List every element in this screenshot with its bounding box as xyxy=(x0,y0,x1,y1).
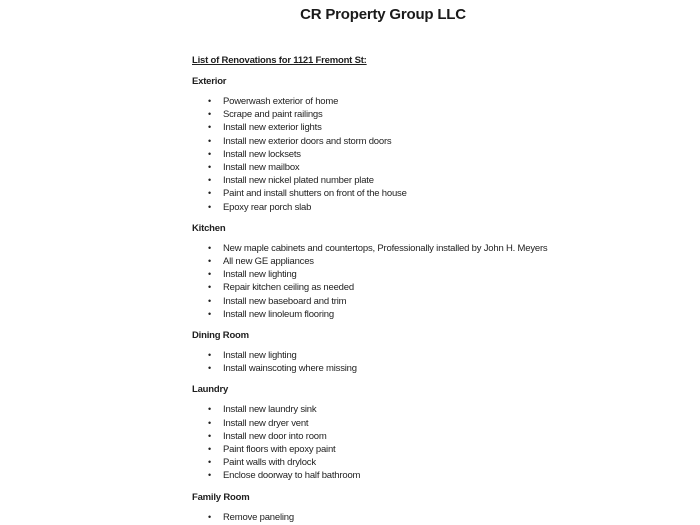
section-heading: Dining Room xyxy=(192,330,249,342)
list-item xyxy=(192,95,672,108)
list-item xyxy=(192,135,672,148)
bullet-icon: • xyxy=(208,96,211,106)
section-list xyxy=(192,95,672,214)
bullet-icon: • xyxy=(208,256,211,267)
section-family-room xyxy=(192,491,672,524)
bullet-icon: • xyxy=(208,109,211,120)
list-item xyxy=(192,469,672,482)
list-item xyxy=(192,511,672,524)
list-item-text: Install new locksets xyxy=(223,148,301,160)
list-item-text: Epoxy rear porch slab xyxy=(223,201,312,213)
list-item-text: Install wainscoting where missing xyxy=(223,363,357,375)
list-item-text: Install new lighting xyxy=(223,269,297,281)
bullet-icon: • xyxy=(208,188,211,199)
bullet-icon: • xyxy=(208,308,211,319)
bullet-icon: • xyxy=(208,148,211,159)
list-item-text: Install new exterior lights xyxy=(223,122,322,134)
list-item xyxy=(192,161,672,174)
section-heading: Exterior xyxy=(192,76,227,87)
list-item xyxy=(192,362,672,375)
list-item-text: Paint walls with drylock xyxy=(223,457,316,469)
list-item xyxy=(192,417,672,430)
bullet-icon: • xyxy=(208,295,211,306)
list-item xyxy=(192,187,672,200)
list-item-text: New maple cabinets and countertops, Professionally installed by John H. Meyers xyxy=(223,242,548,254)
page-title: CR Property Group LLC xyxy=(300,6,466,23)
section-list xyxy=(192,242,672,321)
list-item-text: Install new lighting xyxy=(223,350,297,362)
bullet-icon: • xyxy=(208,135,211,146)
bullet-icon: • xyxy=(208,269,211,280)
list-item xyxy=(192,308,672,321)
list-item xyxy=(192,281,672,294)
bullet-icon: • xyxy=(208,470,211,481)
section-list xyxy=(192,403,672,482)
section-list xyxy=(192,349,672,375)
list-item-text: Scrape and paint railings xyxy=(223,109,323,121)
section-heading: Kitchen xyxy=(192,222,226,234)
list-item-text: Install new dryer vent xyxy=(223,417,309,429)
list-item-text: Install new nickel plated number plate xyxy=(223,175,374,187)
bullet-icon: • xyxy=(208,122,211,133)
list-item xyxy=(192,148,672,161)
list-item xyxy=(192,255,672,268)
bullet-icon: • xyxy=(208,175,211,186)
section-exterior xyxy=(192,75,672,214)
list-item xyxy=(192,242,672,255)
section-heading: Family Room xyxy=(192,491,250,503)
section-list xyxy=(192,511,672,524)
list-item-text: Install new linoleum flooring xyxy=(223,308,334,320)
list-item-text: Enclose doorway to half bathroom xyxy=(223,470,361,482)
bullet-icon: • xyxy=(208,417,211,428)
list-item-text: Powerwash exterior of home xyxy=(223,96,339,107)
bullet-icon: • xyxy=(208,201,211,212)
document-subtitle: List of Renovations for 1121 Fremont St: xyxy=(192,55,367,66)
bullet-icon: • xyxy=(208,242,211,253)
list-item-text: Install new mailbox xyxy=(223,162,300,174)
bullet-icon: • xyxy=(208,282,211,293)
list-item-text: All new GE appliances xyxy=(223,256,314,268)
bullet-icon: • xyxy=(208,404,211,415)
list-item xyxy=(192,456,672,469)
document-body xyxy=(192,54,672,524)
list-item xyxy=(192,268,672,281)
bullet-icon: • xyxy=(208,511,211,522)
list-item-text: Install new baseboard and trim xyxy=(223,295,347,307)
bullet-icon: • xyxy=(208,363,211,374)
list-item-text: Install new door into room xyxy=(223,430,327,442)
list-item xyxy=(192,108,672,121)
bullet-icon: • xyxy=(208,162,211,173)
list-item-text: Repair kitchen ceiling as needed xyxy=(223,282,354,294)
list-item-text: Remove paneling xyxy=(223,511,294,523)
section-laundry xyxy=(192,383,672,482)
section-kitchen xyxy=(192,222,672,321)
section-heading: Laundry xyxy=(192,384,229,396)
list-item xyxy=(192,349,672,362)
list-item xyxy=(192,174,672,187)
list-item xyxy=(192,295,672,308)
bullet-icon: • xyxy=(208,430,211,441)
list-item-text: Install new exterior doors and storm doors xyxy=(223,135,392,147)
list-item xyxy=(192,443,672,456)
list-item xyxy=(192,201,672,214)
list-item-text: Install new laundry sink xyxy=(223,404,317,416)
list-item-text: Paint and install shutters on front of the house xyxy=(223,188,407,200)
list-item-text: Paint floors with epoxy paint xyxy=(223,444,336,456)
section-dining-room xyxy=(192,329,672,375)
bullet-icon: • xyxy=(208,457,211,468)
list-item xyxy=(192,403,672,416)
bullet-icon: • xyxy=(208,350,211,361)
bullet-icon: • xyxy=(208,444,211,455)
list-item xyxy=(192,121,672,134)
list-item xyxy=(192,430,672,443)
